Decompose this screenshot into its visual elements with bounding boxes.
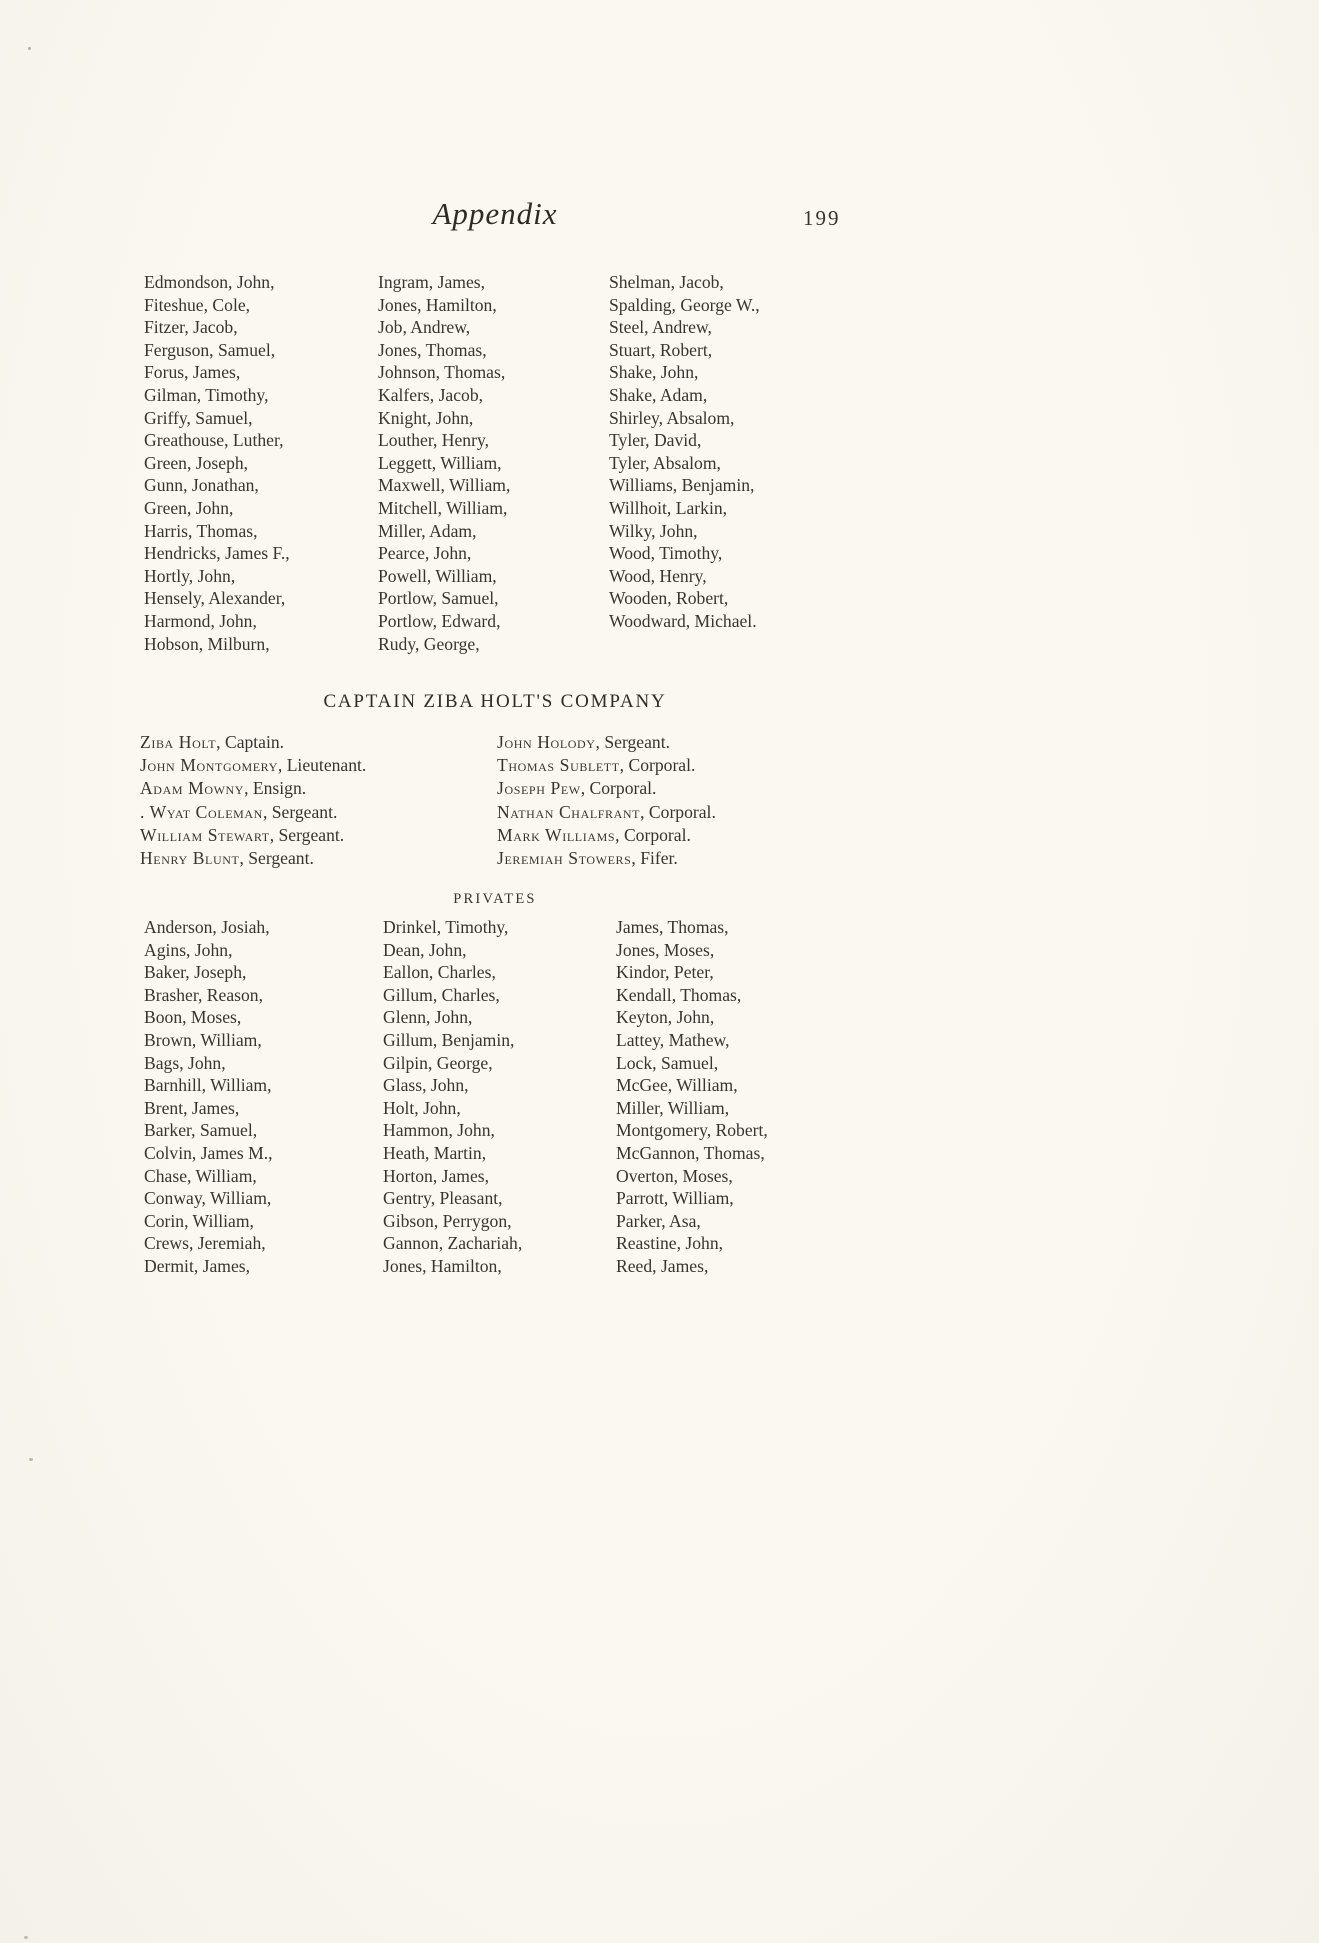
roster-name: Barker, Samuel, — [144, 1120, 258, 1141]
officers-column-left — [140, 731, 366, 870]
officer-rank: , Corporal. — [615, 824, 691, 845]
roster-name: Jones, Moses, — [616, 939, 715, 960]
roster-name: Crews, Jeremiah, — [144, 1233, 266, 1254]
roster-name: Hobson, Milburn, — [144, 633, 270, 654]
roster-name: Shirley, Absalom, — [609, 407, 735, 428]
roster-name: Heath, Martin, — [383, 1142, 487, 1163]
roster-name: Conway, William, — [144, 1188, 272, 1209]
roster-name: Gillum, Benjamin, — [383, 1029, 515, 1050]
roster-name: Lattey, Mathew, — [616, 1029, 730, 1050]
officer-entry — [497, 754, 716, 777]
officer-rank: , Corporal. — [619, 755, 696, 776]
roster-name: Gilman, Timothy, — [144, 384, 269, 405]
officer-entry — [140, 801, 366, 824]
roster-name: Keyton, John, — [616, 1007, 715, 1028]
roster-name: Holt, John, — [383, 1097, 461, 1118]
officer-rank: , Sergeant. — [239, 848, 314, 869]
officer-entry — [140, 754, 366, 777]
roster-name: Shake, Adam, — [609, 384, 708, 405]
scan-speck — [28, 47, 31, 50]
roster-name: Greathouse, Luther, — [144, 430, 284, 451]
roster-name: Forus, James, — [144, 362, 241, 383]
officer-entry — [497, 847, 716, 870]
roster-name: Miller, William, — [616, 1097, 730, 1118]
officer-entry — [140, 824, 366, 847]
roster-name: Louther, Henry, — [378, 430, 490, 451]
officer-name: Jeremiah Stowers — [497, 848, 632, 869]
roster-name: Ferguson, Samuel, — [144, 339, 276, 360]
roster-name: Agins, John, — [144, 939, 233, 960]
scan-speck — [29, 1458, 33, 1461]
roster-name: Spalding, George W., — [609, 294, 760, 315]
roster-name: Wood, Henry, — [609, 565, 707, 586]
officer-rank: , Corporal. — [580, 778, 657, 799]
officer-entry — [140, 731, 366, 754]
officer-name: John Montgomery — [140, 755, 278, 776]
roster-name: Gentry, Pleasant, — [383, 1188, 503, 1209]
roster-name: Brown, William, — [144, 1029, 262, 1050]
scan-speck — [24, 1936, 28, 1939]
roster-name: Gunn, Jonathan, — [144, 475, 259, 496]
roster-name: Parker, Asa, — [616, 1210, 701, 1231]
roster-name: Portlow, Edward, — [378, 610, 501, 631]
officer-name: . Wyat Coleman — [140, 801, 263, 822]
officer-rank: , Captain. — [216, 732, 285, 752]
officer-entry — [497, 824, 716, 847]
roster-name: Shake, John, — [609, 362, 699, 383]
officer-rank: , Sergeant. — [595, 732, 670, 752]
officer-name: Thomas Sublett — [497, 755, 620, 776]
officer-rank: , Lieutenant. — [277, 755, 367, 776]
company-section-heading: CAPTAIN ZIBA HOLT'S COMPANY — [323, 691, 667, 712]
roster-name: Gibson, Perrygon, — [383, 1210, 512, 1231]
roster-name: Willhoit, Larkin, — [609, 497, 728, 518]
roster-name: Hendricks, James F., — [144, 543, 290, 564]
officer-name: Adam Mowny — [140, 778, 245, 799]
roster-name: Boon, Moses, — [144, 1007, 242, 1028]
roster-name: Tyler, Absalom, — [609, 452, 721, 473]
officer-name: John Holody — [497, 732, 596, 752]
roster-name: Fiteshue, Cole, — [144, 294, 251, 315]
roster-name: Wooden, Robert, — [609, 588, 729, 609]
muster-roll-column-3 — [609, 271, 760, 633]
roster-name: Reed, James, — [616, 1255, 709, 1276]
roster-name: Hammon, John, — [383, 1120, 495, 1141]
roster-name: Dean, John, — [383, 939, 467, 960]
roster-name: Harmond, John, — [144, 610, 257, 631]
officer-name: Ziba Holt — [140, 732, 217, 752]
roster-name: Barnhill, William, — [144, 1075, 272, 1096]
roster-name: Knight, John, — [378, 407, 474, 428]
roster-name: Maxwell, William, — [378, 475, 511, 496]
officer-rank: , Fifer. — [631, 848, 678, 869]
roster-name: Woodward, Michael. — [609, 610, 757, 631]
officer-entry — [497, 777, 716, 800]
privates-column-2 — [383, 916, 522, 1278]
roster-name: Glenn, John, — [383, 1007, 473, 1028]
roster-name: Miller, Adam, — [378, 520, 477, 541]
roster-name: Eallon, Charles, — [383, 962, 496, 983]
roster-name: Wood, Timothy, — [609, 543, 723, 564]
officer-entry — [497, 731, 716, 754]
roster-name: Hortly, John, — [144, 565, 236, 586]
roster-name: Johnson, Thomas, — [378, 362, 506, 383]
roster-name: Mitchell, William, — [378, 497, 508, 518]
roster-name: Fitzer, Jacob, — [144, 317, 238, 338]
roster-name: Hensely, Alexander, — [144, 588, 286, 609]
privates-column-1 — [144, 916, 273, 1278]
roster-name: Williams, Benjamin, — [609, 475, 755, 496]
roster-name: Ingram, James, — [378, 272, 485, 292]
roster-name: Rudy, George, — [378, 633, 480, 654]
roster-name: Glass, John, — [383, 1075, 469, 1096]
roster-name: Chase, William, — [144, 1165, 257, 1186]
roster-name: Kendall, Thomas, — [616, 984, 742, 1005]
roster-name: Anderson, Josiah, — [144, 917, 270, 937]
roster-name: Gillum, Charles, — [383, 984, 500, 1005]
officer-name: Joseph Pew — [497, 778, 581, 799]
muster-roll-column-1 — [144, 271, 290, 655]
privates-heading: PRIVATES — [453, 891, 537, 907]
roster-name: Wilky, John, — [609, 520, 698, 541]
roster-name: Bags, John, — [144, 1052, 226, 1073]
page-title: Appendix — [432, 196, 558, 231]
roster-name: Corin, William, — [144, 1210, 254, 1231]
roster-name: Horton, James, — [383, 1165, 490, 1186]
roster-name: James, Thomas, — [616, 917, 729, 937]
officer-rank: , Sergeant. — [269, 824, 345, 845]
officer-name: Nathan Chalfrant — [497, 801, 641, 822]
roster-name: Jones, Hamilton, — [378, 294, 497, 315]
roster-name: Stuart, Robert, — [609, 339, 713, 360]
officer-name: Henry Blunt — [140, 848, 240, 869]
roster-name: Gilpin, George, — [383, 1052, 493, 1073]
roster-name: Portlow, Samuel, — [378, 588, 499, 609]
officer-entry — [140, 847, 366, 870]
roster-name: Dermit, James, — [144, 1255, 251, 1276]
officer-name: William Stewart — [140, 824, 270, 845]
muster-roll-column-2 — [378, 271, 510, 655]
privates-column-3 — [616, 916, 768, 1278]
roster-name: Reastine, John, — [616, 1233, 724, 1254]
roster-name: Drinkel, Timothy, — [383, 917, 509, 937]
roster-name: Brasher, Reason, — [144, 984, 263, 1005]
roster-name: Montgomery, Robert, — [616, 1120, 768, 1141]
roster-name: Brent, James, — [144, 1097, 240, 1118]
roster-name: Job, Andrew, — [378, 317, 471, 338]
roster-name: Overton, Moses, — [616, 1165, 733, 1186]
roster-name: Steel, Andrew, — [609, 317, 712, 338]
roster-name: Leggett, William, — [378, 452, 502, 473]
officer-entry — [497, 801, 716, 824]
roster-name: McGee, William, — [616, 1075, 738, 1096]
roster-name: Edmondson, John, — [144, 272, 275, 292]
roster-name: Harris, Thomas, — [144, 520, 258, 541]
roster-name: Colvin, James M., — [144, 1142, 273, 1163]
roster-name: Lock, Samuel, — [616, 1052, 719, 1073]
roster-name: Pearce, John, — [378, 543, 472, 564]
roster-name: Gannon, Zachariah, — [383, 1233, 523, 1254]
roster-name: Powell, William, — [378, 565, 497, 586]
roster-name: Parrott, William, — [616, 1188, 734, 1209]
officer-entry — [140, 777, 366, 800]
officer-name: Mark Williams — [497, 824, 616, 845]
officer-rank: , Sergeant. — [262, 801, 338, 822]
roster-name: Jones, Hamilton, — [383, 1255, 502, 1276]
roster-name: Jones, Thomas, — [378, 339, 487, 360]
roster-name: McGannon, Thomas, — [616, 1142, 765, 1163]
officers-column-right — [497, 731, 716, 870]
page-number: 199 — [803, 206, 841, 230]
roster-name: Kindor, Peter, — [616, 962, 714, 983]
roster-name: Shelman, Jacob, — [609, 272, 724, 292]
roster-name: Green, Joseph, — [144, 452, 249, 473]
officer-rank: , Corporal. — [640, 801, 716, 822]
roster-name: Kalfers, Jacob, — [378, 384, 484, 405]
roster-name: Tyler, David, — [609, 430, 702, 451]
roster-name: Green, John, — [144, 497, 234, 518]
officer-rank: , Ensign. — [244, 778, 307, 799]
roster-name: Griffy, Samuel, — [144, 407, 253, 428]
roster-name: Baker, Joseph, — [144, 962, 247, 983]
